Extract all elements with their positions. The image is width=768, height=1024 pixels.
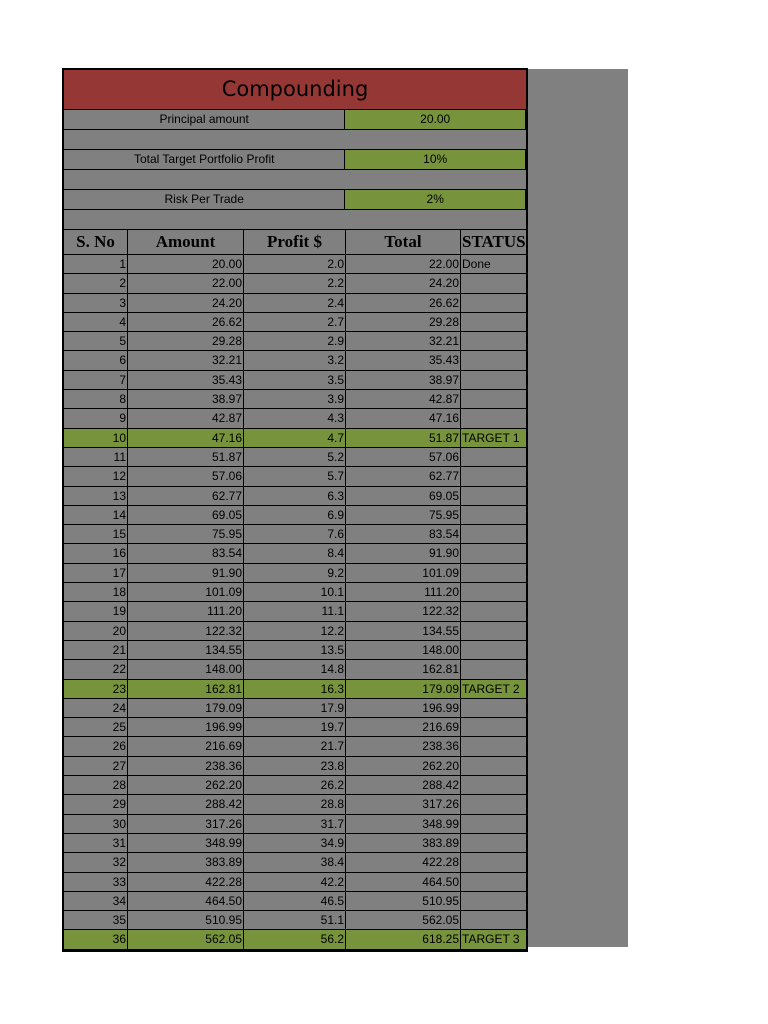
cell-sno[interactable]: 4: [64, 313, 128, 331]
cell-total[interactable]: 75.95: [346, 506, 461, 524]
table-row: [64, 429, 526, 448]
cell-status[interactable]: [461, 294, 526, 312]
header-total: Total: [346, 230, 461, 254]
cell-sno[interactable]: 9: [64, 409, 128, 427]
table-row: [64, 853, 526, 872]
cell-amount[interactable]: 122.32: [128, 622, 244, 640]
cell-status[interactable]: [461, 525, 526, 543]
cell-sno[interactable]: 5: [64, 332, 128, 350]
cell-amount[interactable]: 51.87: [128, 448, 244, 466]
cell-total[interactable]: 288.42: [346, 776, 461, 794]
cell-sno[interactable]: 23: [64, 680, 128, 698]
cell-amount[interactable]: 162.81: [128, 680, 244, 698]
cell-status[interactable]: [461, 622, 526, 640]
cell-profit[interactable]: 14.8: [244, 660, 346, 678]
cell-profit[interactable]: 6.9: [244, 506, 346, 524]
cell-total[interactable]: 179.09: [346, 680, 461, 698]
cell-sno[interactable]: 17: [64, 564, 128, 582]
cell-profit[interactable]: 16.3: [244, 680, 346, 698]
cell-status[interactable]: Done: [462, 257, 491, 271]
cell-status[interactable]: [461, 371, 526, 389]
cell-profit[interactable]: 31.7: [244, 815, 346, 833]
cell-total[interactable]: 22.00: [346, 255, 461, 273]
cell-sno[interactable]: 24: [64, 699, 128, 717]
cell-profit[interactable]: 23.8: [244, 757, 346, 775]
cell-status[interactable]: [461, 602, 526, 620]
cell-sno[interactable]: 33: [64, 873, 128, 891]
cell-status[interactable]: [461, 660, 526, 678]
table-row: [64, 506, 526, 525]
principal-label: Principal amount: [64, 110, 345, 129]
cell-total[interactable]: 51.87: [346, 429, 461, 447]
table-row: [64, 622, 526, 641]
cell-profit[interactable]: 2.7: [244, 313, 346, 331]
table-row: [64, 930, 526, 949]
cell-profit[interactable]: 34.9: [244, 834, 346, 852]
cell-status[interactable]: [461, 795, 526, 813]
cell-profit[interactable]: 2.2: [244, 274, 346, 292]
cell-amount[interactable]: 288.42: [128, 795, 244, 813]
cell-status[interactable]: [461, 834, 526, 852]
cell-total[interactable]: 238.36: [346, 737, 461, 755]
cell-profit[interactable]: 4.3: [244, 409, 346, 427]
cell-amount[interactable]: 216.69: [128, 737, 244, 755]
cell-sno[interactable]: 11: [64, 448, 128, 466]
cell-amount[interactable]: 32.21: [128, 351, 244, 369]
cell-total[interactable]: 216.69: [346, 718, 461, 736]
cell-profit[interactable]: 10.1: [244, 583, 346, 601]
cell-profit[interactable]: 26.2: [244, 776, 346, 794]
cell-total[interactable]: 464.50: [346, 873, 461, 891]
cell-profit[interactable]: 9.2: [244, 564, 346, 582]
table-row: [64, 313, 526, 332]
cell-status[interactable]: [461, 274, 526, 292]
table-row: [64, 467, 526, 486]
cell-amount[interactable]: 69.05: [128, 506, 244, 524]
table-row: [64, 873, 526, 892]
gray-side-panel: [527, 69, 628, 947]
cell-total[interactable]: 42.87: [346, 390, 461, 408]
cell-status[interactable]: [461, 390, 526, 408]
cell-profit[interactable]: 2.0: [244, 255, 346, 273]
table-row: [64, 274, 526, 293]
table-row: [64, 351, 526, 370]
cell-status[interactable]: [461, 892, 526, 910]
cell-status[interactable]: [461, 467, 526, 485]
table-row: [64, 699, 526, 718]
cell-total[interactable]: 262.20: [346, 757, 461, 775]
cell-profit[interactable]: 6.3: [244, 487, 346, 505]
table-row: [64, 332, 526, 351]
cell-sno[interactable]: 30: [64, 815, 128, 833]
cell-status[interactable]: [461, 757, 526, 775]
table-row: [64, 795, 526, 814]
cell-profit[interactable]: 2.9: [244, 332, 346, 350]
cell-profit[interactable]: 8.4: [244, 544, 346, 562]
table-row: [64, 834, 526, 853]
cell-status[interactable]: [461, 506, 526, 524]
table-row: [64, 525, 526, 544]
cell-total[interactable]: 57.06: [346, 448, 461, 466]
cell-status[interactable]: [461, 641, 526, 659]
cell-status[interactable]: TARGET 3: [462, 932, 520, 947]
sheet-title: Compounding: [64, 70, 526, 110]
cell-amount[interactable]: 383.89: [128, 853, 244, 871]
cell-profit[interactable]: 2.4: [244, 294, 346, 312]
table-row: [64, 390, 526, 409]
risk-value-cell[interactable]: 2%: [345, 190, 526, 209]
cell-sno[interactable]: 8: [64, 390, 128, 408]
cell-total[interactable]: 618.25: [346, 930, 461, 948]
cell-total[interactable]: 62.77: [346, 467, 461, 485]
cell-profit[interactable]: 5.2: [244, 448, 346, 466]
cell-amount[interactable]: 29.28: [128, 332, 244, 350]
cell-status[interactable]: [461, 487, 526, 505]
target-profit-value-cell[interactable]: 10%: [345, 150, 526, 169]
cell-amount[interactable]: 111.20: [128, 602, 244, 620]
cell-amount[interactable]: 75.95: [128, 525, 244, 543]
table-row: [64, 448, 526, 467]
param-row-target-profit: [64, 150, 526, 170]
table-row: [64, 737, 526, 756]
cell-profit[interactable]: 17.9: [244, 699, 346, 717]
cell-profit[interactable]: 7.6: [244, 525, 346, 543]
cell-sno[interactable]: 21: [64, 641, 128, 659]
cell-total[interactable]: 32.21: [346, 332, 461, 350]
table-row: [64, 371, 526, 390]
table-row: [64, 815, 526, 834]
cell-status[interactable]: [461, 718, 526, 736]
cell-sno[interactable]: 14: [64, 506, 128, 524]
cell-amount[interactable]: 348.99: [128, 834, 244, 852]
cell-total[interactable]: 162.81: [346, 660, 461, 678]
cell-total[interactable]: 422.28: [346, 853, 461, 871]
cell-total[interactable]: 510.95: [346, 892, 461, 910]
cell-sno[interactable]: 15: [64, 525, 128, 543]
cell-status[interactable]: [461, 448, 526, 466]
cell-profit[interactable]: 3.9: [244, 390, 346, 408]
cell-profit[interactable]: 3.2: [244, 351, 346, 369]
cell-status[interactable]: [461, 409, 526, 427]
target-profit-label: Total Target Portfolio Profit: [64, 150, 345, 169]
cell-sno[interactable]: 7: [64, 371, 128, 389]
cell-total[interactable]: 122.32: [346, 602, 461, 620]
header-status: STATUS: [462, 232, 526, 251]
table-body: [64, 255, 526, 950]
table-row: [64, 776, 526, 795]
cell-amount[interactable]: 62.77: [128, 487, 244, 505]
cell-sno[interactable]: 10: [64, 429, 128, 447]
cell-profit[interactable]: 13.5: [244, 641, 346, 659]
table-row: [64, 564, 526, 583]
cell-amount[interactable]: 22.00: [128, 274, 244, 292]
cell-amount[interactable]: 238.36: [128, 757, 244, 775]
cell-amount[interactable]: 20.00: [128, 255, 244, 273]
cell-profit[interactable]: 46.5: [244, 892, 346, 910]
cell-amount[interactable]: 196.99: [128, 718, 244, 736]
param-row-principal: [64, 110, 526, 130]
cell-total[interactable]: 47.16: [346, 409, 461, 427]
cell-total[interactable]: 38.97: [346, 371, 461, 389]
cell-status[interactable]: [461, 815, 526, 833]
cell-profit[interactable]: 19.7: [244, 718, 346, 736]
cell-total[interactable]: 69.05: [346, 487, 461, 505]
cell-total[interactable]: 562.05: [346, 911, 461, 929]
cell-profit[interactable]: 3.5: [244, 371, 346, 389]
param-row-risk: [64, 190, 526, 210]
cell-status[interactable]: [461, 737, 526, 755]
table-row: [64, 680, 526, 699]
cell-sno[interactable]: 28: [64, 776, 128, 794]
table-row: [64, 718, 526, 737]
cell-amount[interactable]: 134.55: [128, 641, 244, 659]
cell-sno[interactable]: 19: [64, 602, 128, 620]
cell-amount[interactable]: 35.43: [128, 371, 244, 389]
cell-total[interactable]: 317.26: [346, 795, 461, 813]
cell-total[interactable]: 383.89: [346, 834, 461, 852]
table-row: [64, 583, 526, 602]
cell-total[interactable]: 83.54: [346, 525, 461, 543]
cell-sno[interactable]: 13: [64, 487, 128, 505]
cell-status[interactable]: [461, 583, 526, 601]
table-row: [64, 544, 526, 563]
cell-total[interactable]: 111.20: [346, 583, 461, 601]
cell-amount[interactable]: 262.20: [128, 776, 244, 794]
cell-amount[interactable]: 562.05: [128, 930, 244, 948]
cell-sno[interactable]: 27: [64, 757, 128, 775]
cell-sno[interactable]: 6: [64, 351, 128, 369]
table-row: [64, 294, 526, 313]
cell-status[interactable]: TARGET 1: [462, 430, 520, 445]
table-row: [64, 409, 526, 428]
table-row: [64, 487, 526, 506]
cell-sno[interactable]: 2: [64, 274, 128, 292]
cell-status[interactable]: [461, 776, 526, 794]
cell-amount[interactable]: 24.20: [128, 294, 244, 312]
cell-amount[interactable]: 47.16: [128, 429, 244, 447]
cell-status[interactable]: [461, 873, 526, 891]
cell-amount[interactable]: 83.54: [128, 544, 244, 562]
cell-status[interactable]: TARGET 2: [462, 681, 520, 696]
cell-sno[interactable]: 29: [64, 795, 128, 813]
cell-amount[interactable]: 91.90: [128, 564, 244, 582]
cell-sno[interactable]: 22: [64, 660, 128, 678]
cell-amount[interactable]: 510.95: [128, 911, 244, 929]
cell-sno[interactable]: 35: [64, 911, 128, 929]
cell-status[interactable]: [461, 332, 526, 350]
cell-amount[interactable]: 101.09: [128, 583, 244, 601]
cell-total[interactable]: 29.28: [346, 313, 461, 331]
cell-amount[interactable]: 317.26: [128, 815, 244, 833]
cell-total[interactable]: 24.20: [346, 274, 461, 292]
cell-profit[interactable]: 12.2: [244, 622, 346, 640]
compounding-sheet: [62, 68, 528, 952]
header-amount: Amount: [128, 230, 244, 254]
cell-status[interactable]: [461, 699, 526, 717]
table-row: [64, 660, 526, 679]
table-row: [64, 757, 526, 776]
cell-profit[interactable]: 56.2: [244, 930, 346, 948]
cell-amount[interactable]: 148.00: [128, 660, 244, 678]
cell-amount[interactable]: 57.06: [128, 467, 244, 485]
cell-sno[interactable]: 32: [64, 853, 128, 871]
cell-sno[interactable]: 26: [64, 737, 128, 755]
cell-profit[interactable]: 42.2: [244, 873, 346, 891]
header-sno: S. No: [64, 230, 128, 254]
cell-sno[interactable]: 25: [64, 718, 128, 736]
cell-profit[interactable]: 28.8: [244, 795, 346, 813]
cell-amount[interactable]: 42.87: [128, 409, 244, 427]
cell-sno[interactable]: 3: [64, 294, 128, 312]
cell-status[interactable]: [461, 911, 526, 929]
cell-total[interactable]: 134.55: [346, 622, 461, 640]
cell-profit[interactable]: 38.4: [244, 853, 346, 871]
spacer-row: [64, 130, 526, 150]
principal-value-cell[interactable]: 20.00: [345, 110, 526, 129]
cell-profit[interactable]: 5.7: [244, 467, 346, 485]
cell-total[interactable]: 196.99: [346, 699, 461, 717]
cell-total[interactable]: 91.90: [346, 544, 461, 562]
cell-sno[interactable]: 20: [64, 622, 128, 640]
cell-sno[interactable]: 18: [64, 583, 128, 601]
cell-total[interactable]: 348.99: [346, 815, 461, 833]
table-header: [64, 230, 526, 255]
cell-total[interactable]: 148.00: [346, 641, 461, 659]
cell-status[interactable]: [461, 544, 526, 562]
table-row: [64, 641, 526, 660]
cell-sno[interactable]: 1: [64, 255, 128, 273]
cell-sno[interactable]: 34: [64, 892, 128, 910]
cell-profit[interactable]: 51.1: [244, 911, 346, 929]
cell-status[interactable]: [461, 564, 526, 582]
spacer-row: [64, 210, 526, 230]
cell-status[interactable]: [461, 351, 526, 369]
header-profit: Profit $: [244, 230, 346, 254]
cell-sno[interactable]: 31: [64, 834, 128, 852]
cell-total[interactable]: 35.43: [346, 351, 461, 369]
spacer-row: [64, 170, 526, 190]
cell-amount[interactable]: 26.62: [128, 313, 244, 331]
table-row: [64, 255, 526, 274]
cell-profit[interactable]: 21.7: [244, 737, 346, 755]
cell-amount[interactable]: 38.97: [128, 390, 244, 408]
cell-amount[interactable]: 464.50: [128, 892, 244, 910]
table-row: [64, 911, 526, 930]
risk-label: Risk Per Trade: [64, 190, 345, 209]
table-row: [64, 892, 526, 911]
cell-amount[interactable]: 422.28: [128, 873, 244, 891]
cell-amount[interactable]: 179.09: [128, 699, 244, 717]
cell-sno[interactable]: 12: [64, 467, 128, 485]
cell-total[interactable]: 101.09: [346, 564, 461, 582]
table-row: [64, 602, 526, 621]
cell-status[interactable]: [461, 853, 526, 871]
cell-sno[interactable]: 16: [64, 544, 128, 562]
cell-total[interactable]: 26.62: [346, 294, 461, 312]
cell-profit[interactable]: 4.7: [244, 429, 346, 447]
cell-status[interactable]: [461, 313, 526, 331]
cell-profit[interactable]: 11.1: [244, 602, 346, 620]
cell-sno[interactable]: 36: [64, 930, 128, 948]
